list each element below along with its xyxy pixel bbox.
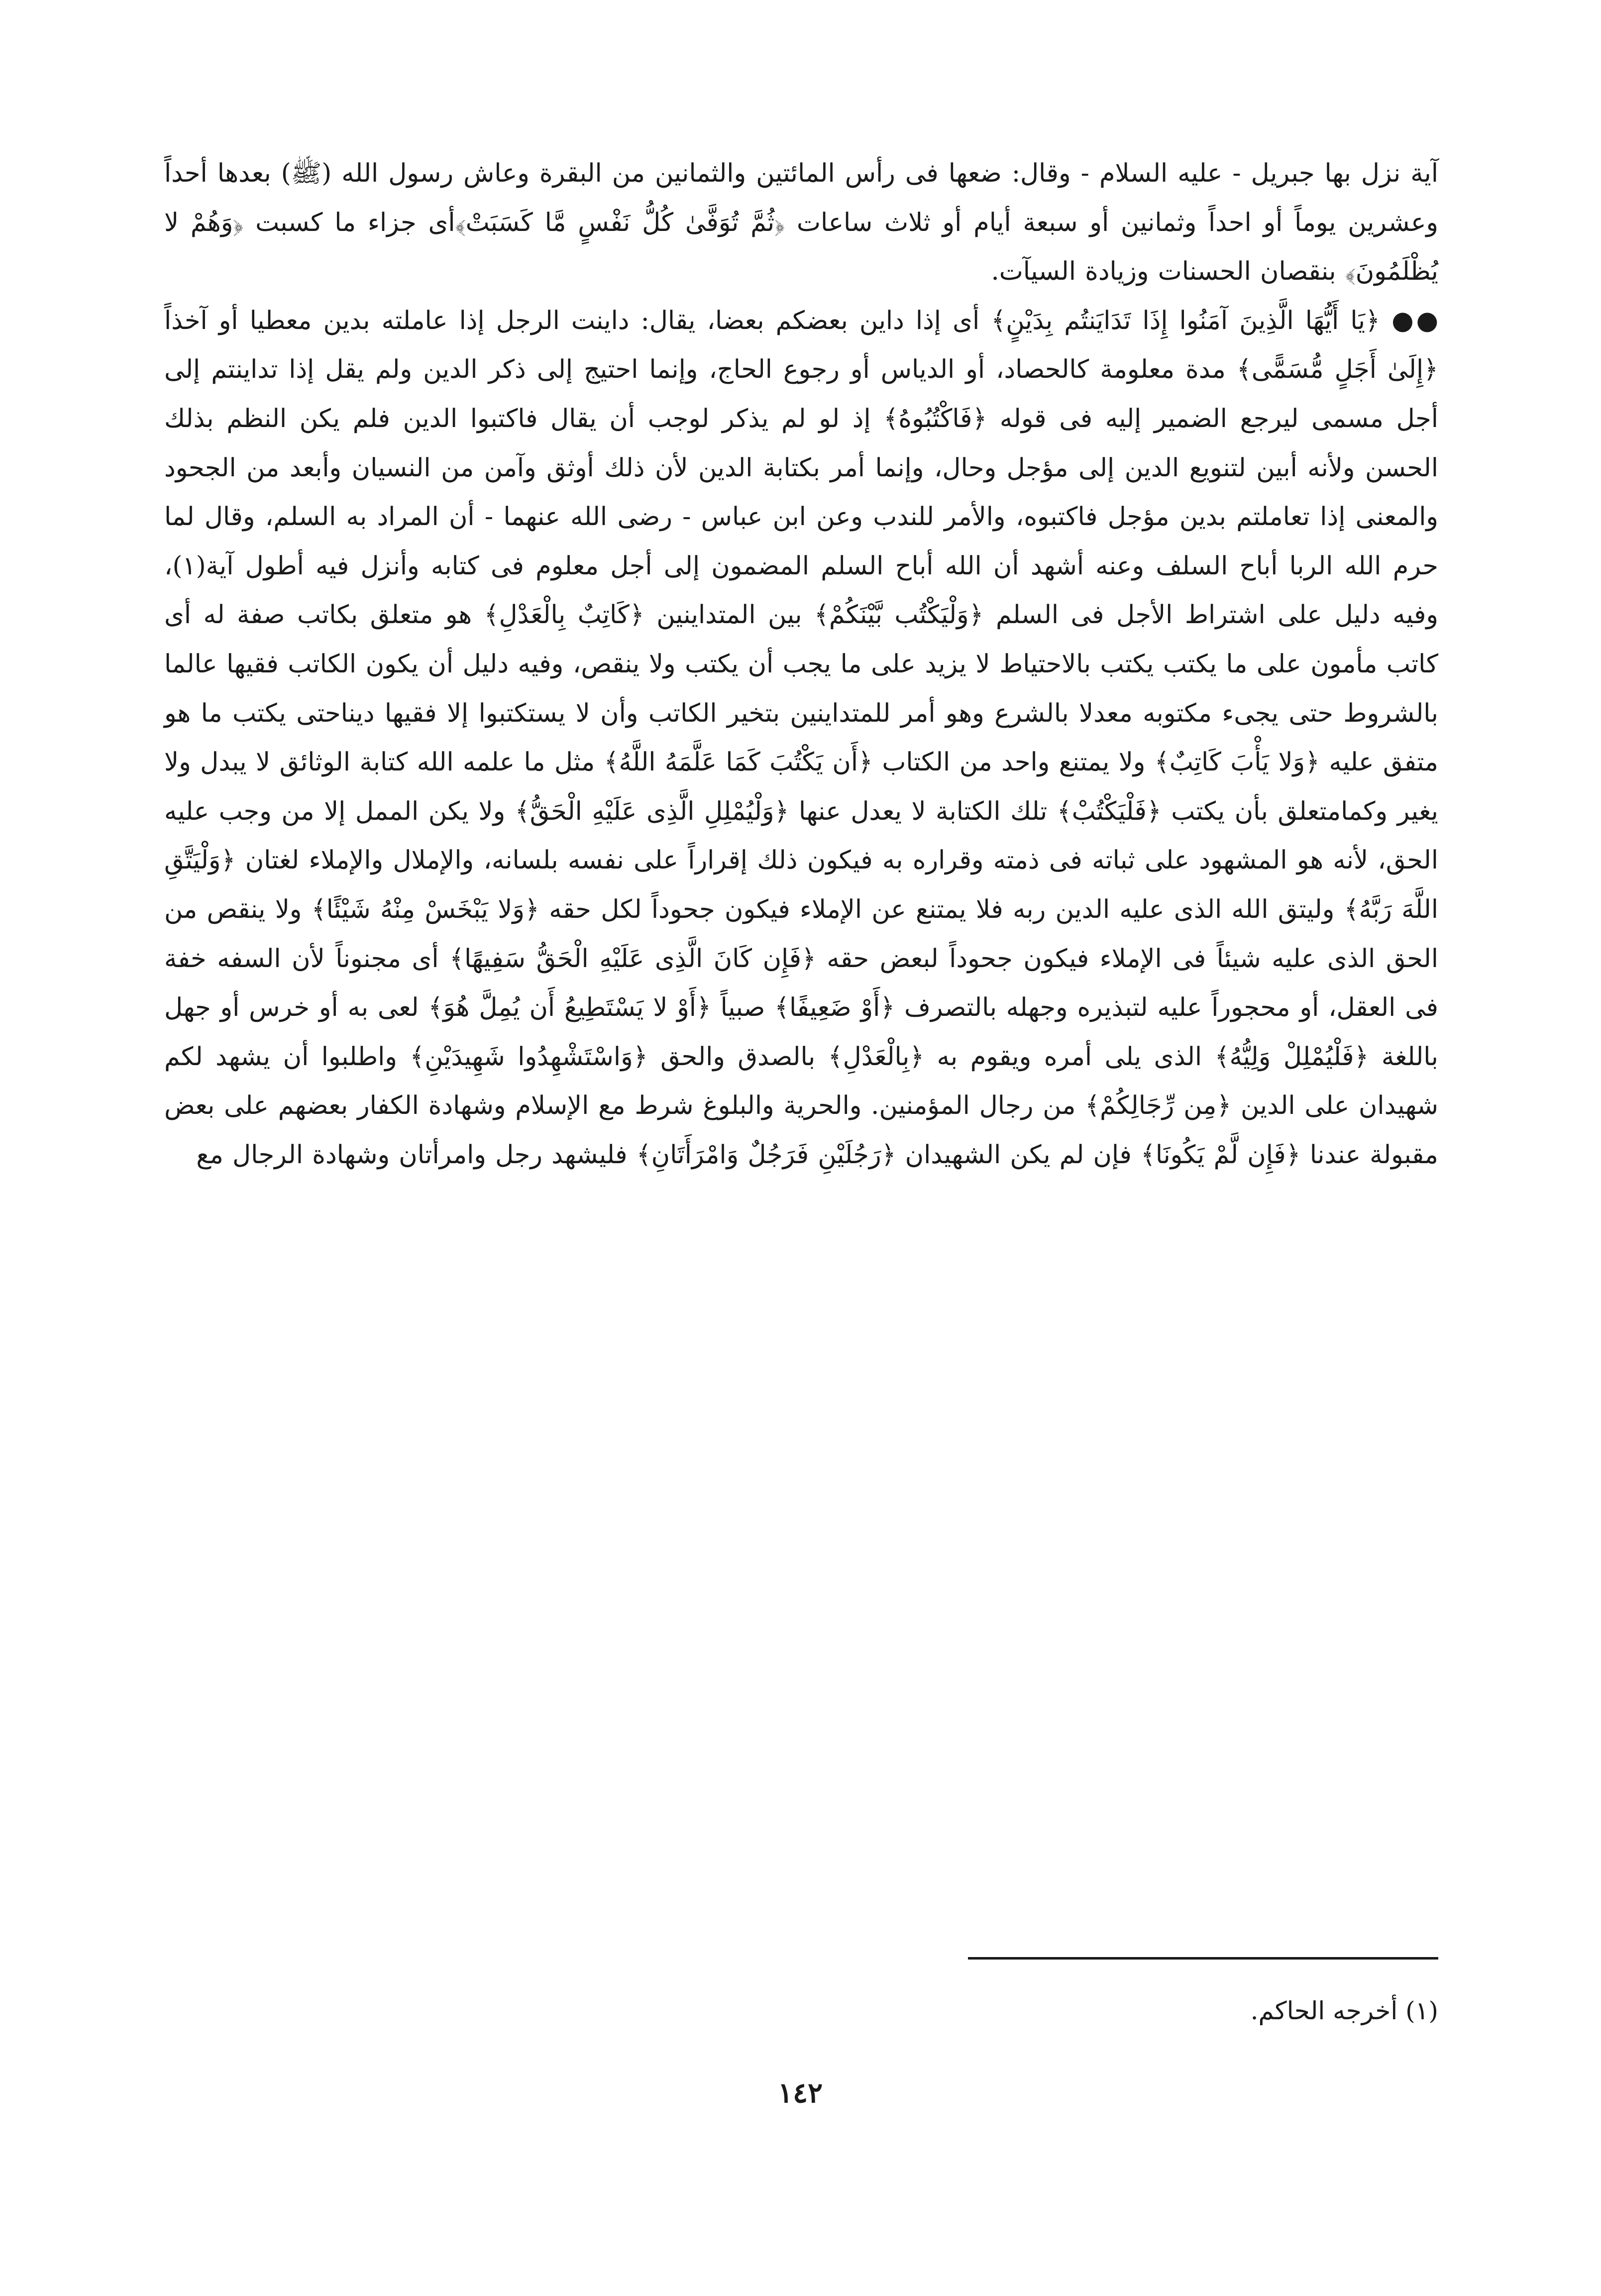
paragraph-1: آية نزل بها جبريل - عليه السلام - وقال: ضعها فى رأس المائتين والثمانين من البقرة وعاش رسول الله (ﷺ) بعدها أحداً وعشرين يوماً أو احداً وثمانين أو سبعة أيام أو ثلاث ساعات ﴿ثُمَّ تُوَفَّىٰ كُلُّ نَفْسٍ مَّا كَسَبَتْ﴾أى جزاء ما كسبت ﴿وَهُمْ لا يُظْلَمُونَ﴾ بنقصان الحسنات وزيادة السيآت. bbox=[164, 159, 1438, 287]
main-text bbox=[164, 149, 1438, 1180]
footnote-separator bbox=[968, 1957, 1438, 1960]
page-number: ١٤٢ bbox=[777, 2077, 823, 2109]
paragraph-2: ●● ﴿يَا أَيُّهَا الَّذِينَ آمَنُوا إِذَا تَدَايَنتُم بِدَيْنٍ﴾ أى إذا داين بعضكم بعضا، يقال: داينت الرجل إذا عاملته بدين معطيا أو آخذاً ﴿إِلَىٰ أَجَلٍ مُّسَمًّى﴾ مدة معلومة كالحصاد، أو الدياس أو رجوع الحاج، وإنما احتيج إلى ذكر الدين ولم يقل إذا تداينتم إلى أجل مسمى ليرجع الضمير إليه فى قوله ﴿فَاكْتُبُوهُ﴾ إذ لو لم يذكر لوجب أن يقال فاكتبوا الدين فلم يكن النظم بذلك الحسن ولأنه أبين لتنويع الدين إلى مؤجل وحال، وإنما أمر بكتابة الدين لأن ذلك أوثق وآمن من النسيان وأبعد من الجحود والمعنى إذا تعاملتم بدين مؤجل فاكتبوه، والأمر للندب وعن ابن عباس - رضى الله عنهما - أن المراد به السلم، وقال لما حرم الله الربا أباح السلف وعنه أشهد أن الله أباح السلم المضمون إلى أجل معلوم فى كتابه وأنزل فيه أطول آية(١)، وفيه دليل على اشتراط الأجل فى السلم ﴿وَلْيَكْتُب بَّيْنَكُمْ﴾ بين المتداينين ﴿كَاتِبٌ بِالْعَدْلِ﴾ هو متعلق بكاتب صفة له أى كاتب مأمون على ما يكتب يكتب بالاحتياط لا يزيد على ما يجب أن يكتب ولا ينقص، وفيه دليل أن يكون الكاتب فقيها عالما بالشروط حتى يجىء مكتوبه معدلا بالشرع وهو أمر للمتداينين بتخير الكاتب وأن لا يستكتبوا إلا فقيها ديناحتى يكتب ما هو متفق عليه ﴿وَلا يَأْبَ كَاتِبٌ﴾ ولا يمتنع واحد من الكتاب ﴿أَن يَكْتُبَ كَمَا عَلَّمَهُ اللَّهُ﴾ مثل ما علمه الله كتابة الوثائق لا يبدل ولا يغير وكمامتعلق بأن يكتب ﴿فَلْيَكْتُبْ﴾ تلك الكتابة لا يعدل عنها ﴿وَلْيُمْلِلِ الَّذِى عَلَيْهِ الْحَقُّ﴾ ولا يكن الممل إلا من وجب عليه الحق، لأنه هو المشهود على ثباته فى ذمته وقراره به فيكون ذلك إقراراً على نفسه بلسانه، والإملال والإملاء لغتان ﴿وَلْيَتَّقِ اللَّهَ رَبَّهُ﴾ وليتق الله الذى عليه الدين ربه فلا يمتنع عن الإملاء فيكون جحوداً لكل حقه ﴿وَلا يَبْخَسْ مِنْهُ شَيْئًا﴾ ولا ينقص من الحق الذى عليه شيئاً فى الإملاء فيكون جحوداً لبعض حقه ﴿فَإِن كَانَ الَّذِى عَلَيْهِ الْحَقُّ سَفِيهًا﴾ أى مجنوناً لأن السفه خفة فى العقل، أو محجوراً عليه لتبذيره وجهله بالتصرف ﴿أَوْ ضَعِيفًا﴾ صبياً ﴿أَوْ لا يَسْتَطِيعُ أَن يُمِلَّ هُوَ﴾ لعى به أو خرس أو جهل باللغة ﴿فَلْيُمْلِلْ وَلِيُّهُ﴾ الذى يلى أمره ويقوم به ﴿بِالْعَدْلِ﴾ بالصدق والحق ﴿وَاسْتَشْهِدُوا شَهِيدَيْنِ﴾ واطلبوا أن يشهد لكم شهيدان على الدين ﴿مِن رِّجَالِكُمْ﴾ من رجال المؤمنين. والحرية والبلوغ شرط مع الإسلام وشهادة الكفار بعضهم على بعض مقبولة عندنا ﴿فَإِن لَّمْ يَكُونَا﴾ فإن لم يكن الشهيدان ﴿رَجُلَيْنِ فَرَجُلٌ وَامْرَأَتَانِ﴾ فليشهد رجل وامرأتان وشهادة الرجال مع bbox=[164, 306, 1438, 1170]
footnote: (١) أخرجه الحاكم. bbox=[1250, 1996, 1438, 2025]
